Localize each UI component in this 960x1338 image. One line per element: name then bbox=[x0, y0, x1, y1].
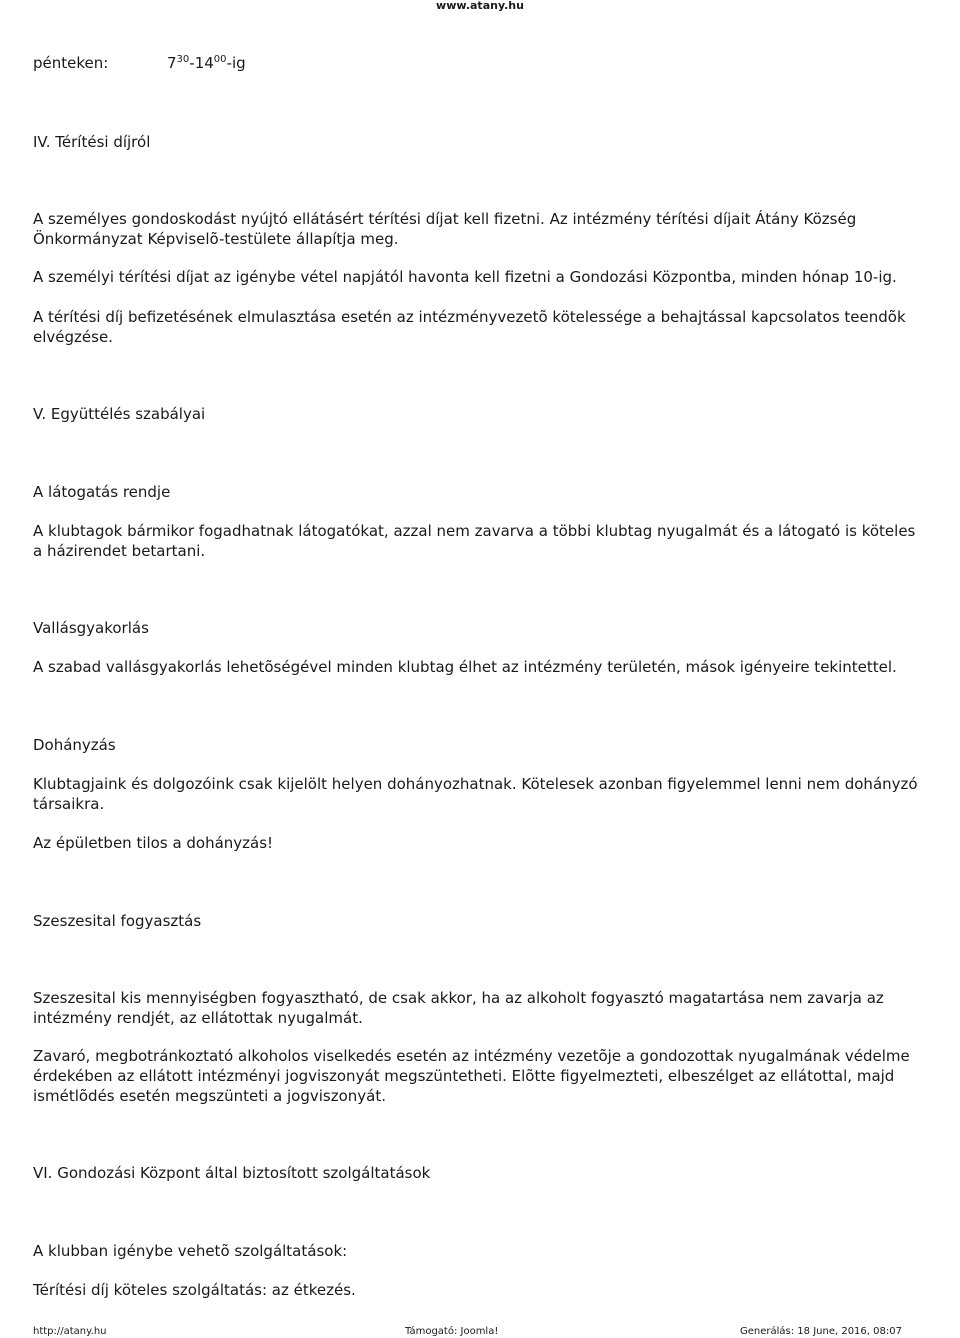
hours-suffix: -ig bbox=[226, 54, 246, 72]
visit-text: A klubtagok bármikor fogadhatnak látogatókat, azzal nem zavarva a többi klubtag nyugalmát és a látogató is köteles a házirendet betartani. bbox=[33, 522, 916, 560]
religion-text: A szabad vallásgyakorlás lehetõségével minden klubtag élhet az intézmény területén, mások igényeire tekintettel. bbox=[33, 658, 897, 676]
smoking-ban: Az épületben tilos a dohányzás! bbox=[33, 834, 274, 852]
section-v-heading: V. Együttélés szabályai bbox=[33, 405, 206, 423]
hours-day: pénteken: bbox=[33, 54, 109, 72]
footer-url-link[interactable]: http://atany.hu bbox=[33, 1326, 107, 1337]
hours-from-minutes: 30 bbox=[176, 54, 190, 65]
club-services: A klubban igénybe vehetõ szolgáltatások: bbox=[33, 1242, 348, 1260]
hours-to: $14^{00}$ bbox=[194, 54, 227, 72]
alcohol-text-1: Szeszesital kis mennyiségben fogyasztható, de csak akkor, ha az alkoholt fogyasztó magatartása nem zavarja az intézmény rendjét, az ellátottak nyugalmát. bbox=[33, 989, 884, 1027]
religion-title: Vallásgyakorlás bbox=[33, 619, 149, 637]
section-iv-paragraph-1: A személyes gondoskodást nyújtó ellátásért térítési díjat kell fizetni. Az intézmény térítési díjait Átány Község Önkormányzat Képviselõ-testülete állapítja meg. bbox=[33, 210, 857, 248]
alcohol-title: Szeszesital fogyasztás bbox=[33, 912, 202, 930]
smoking-title: Dohányzás bbox=[33, 736, 116, 754]
hours-line: pénteken: $7^{30}-14^{00}-ig$ bbox=[33, 54, 246, 72]
section-iv-paragraph-3: A térítési díj befizetésének elmulasztása esetén az intézményvezetõ kötelessége a behajtással kapcsolatos teendõk elvégzése. bbox=[33, 308, 906, 346]
footer-generated: Generálás: 18 June, 2016, 08:07 bbox=[740, 1326, 902, 1337]
hours-from: $7^{30}$ bbox=[167, 54, 190, 72]
visit-title: A látogatás rendje bbox=[33, 483, 171, 501]
section-iv-paragraph-2: A személyi térítési díjat az igénybe vétel napjától havonta kell fizetni a Gondozási Központba, minden hónap 10-ig. bbox=[33, 268, 897, 286]
section-vi-heading: VI. Gondozási Központ által biztosított szolgáltatások bbox=[33, 1164, 431, 1182]
site-header: www.atany.hu bbox=[436, 0, 524, 12]
smoking-text: Klubtagjaink és dolgozóink csak kijelölt helyen dohányozhatnak. Kötelesek azonban figyelemmel lenni nem dohányzó társaikra. bbox=[33, 775, 918, 813]
section-iv-heading: IV. Térítési díjról bbox=[33, 133, 151, 151]
alcohol-text-2: Zavaró, megbotránkoztató alkoholos viselkedés esetén az intézmény vezetõje a gondozottak nyugalmának védelme érdekében az ellátott intézményi jogviszonyát megszüntetheti. Elõtte figyelmezteti, elbeszélget az ellátottal, majd ismétlõdés esetén megszünteti a jogviszonyát. bbox=[33, 1047, 910, 1105]
paid-service: Térítési díj köteles szolgáltatás: az étkezés. bbox=[33, 1281, 356, 1299]
footer-support: Támogató: Joomla! bbox=[405, 1326, 499, 1337]
hours-to-minutes: 00 bbox=[213, 54, 227, 65]
